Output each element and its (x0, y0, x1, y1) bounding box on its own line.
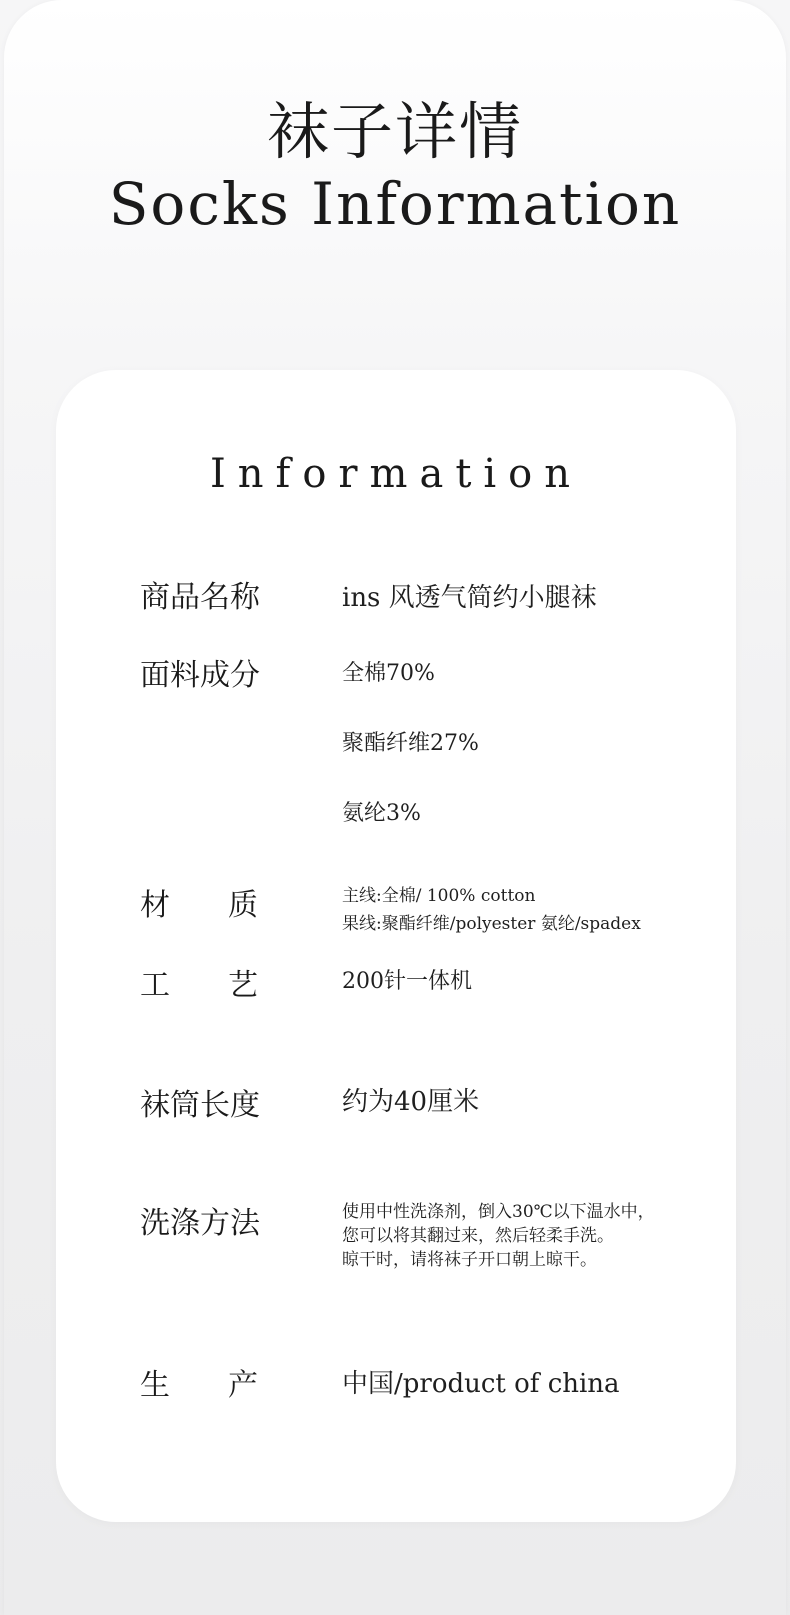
page-title-chinese: 袜子详情 (266, 95, 523, 168)
fabric-label: 面料成分 (140, 658, 260, 693)
fabric-value-cotton: 全棉70% (342, 661, 435, 686)
craft-label: 工 艺 (140, 968, 258, 1003)
wash-method-line-1: 使用中性洗涤剂，倒入30℃以下温水中， (342, 1202, 655, 1222)
wash-method-line-2: 您可以将其翻过来，然后轻柔手洗。 (342, 1226, 614, 1246)
product-name-value: ins 风透气简约小腿袜 (342, 583, 597, 613)
information-card (56, 370, 736, 1522)
origin-label: 生 产 (140, 1368, 258, 1403)
fabric-value-polyester: 聚酯纤维27% (342, 731, 479, 756)
fabric-value-spandex: 氨纶3% (342, 801, 421, 826)
material-value-fruit-thread: 果线:聚酯纤维/polyester 氨纶/spadex (342, 914, 641, 934)
sock-length-value: 约为40厘米 (342, 1087, 480, 1117)
material-value-main-thread: 主线:全棉/ 100% cotton (342, 886, 536, 906)
wash-method-label: 洗涤方法 (140, 1206, 260, 1241)
craft-value: 200针一体机 (342, 969, 472, 994)
origin-value: 中国/product of china (342, 1369, 620, 1399)
section-title: Information (209, 451, 583, 497)
sock-length-label: 袜筒长度 (140, 1088, 260, 1123)
product-name-label: 商品名称 (140, 580, 260, 615)
page-title-english: Socks Information (108, 170, 682, 238)
wash-method-line-3: 晾干时，请将袜子开口朝上晾干。 (342, 1250, 597, 1270)
material-label: 材 质 (140, 888, 258, 923)
